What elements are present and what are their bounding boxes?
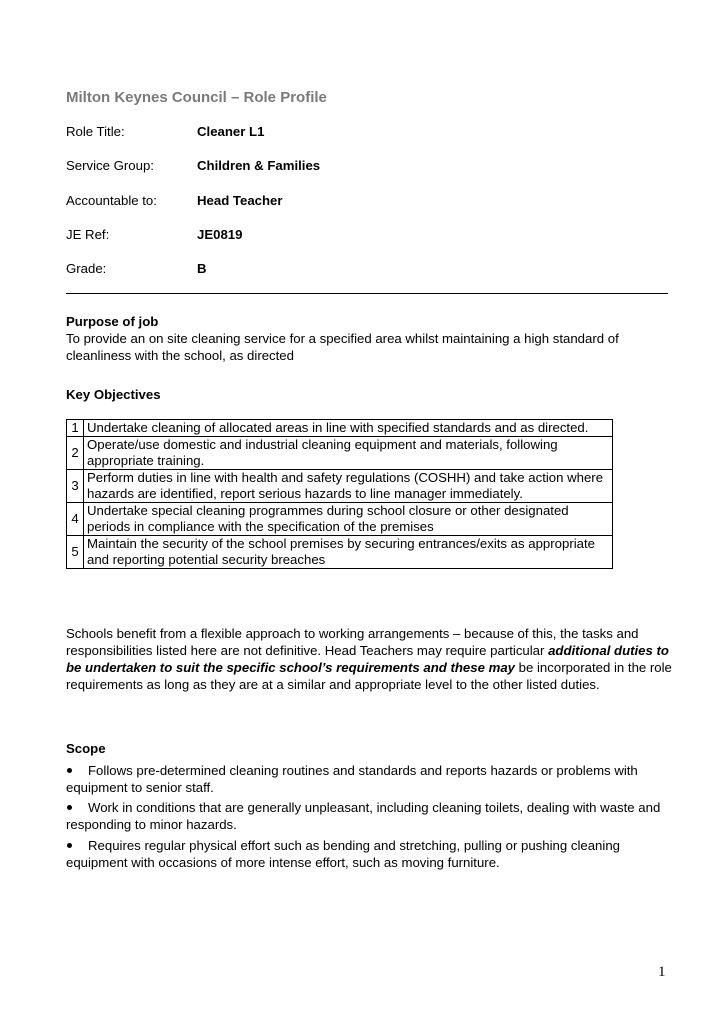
objective-number: 2 (67, 437, 84, 470)
info-label: Service Group: (66, 158, 154, 173)
objective-text: Maintain the security of the school premises by securing entrances/exits as appropriate and reporting potential security breaches (84, 536, 613, 569)
table-row (67, 470, 613, 503)
bullet-icon (67, 768, 72, 773)
info-label: Grade: (66, 261, 107, 276)
flexibility-paragraph (66, 625, 672, 693)
info-value: Cleaner L1 (197, 124, 265, 139)
info-label: Role Title: (66, 124, 125, 139)
info-row-je-ref (66, 227, 626, 247)
scope-item (66, 762, 672, 796)
info-label: JE Ref: (66, 227, 110, 242)
objective-number: 5 (67, 536, 84, 569)
info-value: B (197, 261, 207, 276)
flexibility-text-part1: Schools benefit from a flexible approach to working arrangements – because of this, the tasks and responsibilities listed here are not definitive. Head Teachers may require particular (66, 626, 639, 658)
info-value: Children & Families (197, 158, 321, 173)
objectives-heading: Key Objectives (66, 387, 161, 402)
bullet-icon (67, 805, 72, 810)
objective-number: 3 (67, 470, 84, 503)
info-value: Head Teacher (197, 193, 283, 208)
scope-item-text: Requires regular physical effort such as bending and stretching, pulling or pushing cleaning equipment with occasions of more intense effort, such as moving furniture. (66, 838, 620, 870)
document-title: Milton Keynes Council – Role Profile (66, 89, 327, 106)
objective-text: Perform duties in line with health and safety regulations (COSHH) and take action where hazards are identified, report serious hazards to line manager immediately. (84, 470, 613, 503)
objective-text: Undertake special cleaning programmes during school closure or other designated periods in compliance with the specification of the premises (84, 503, 613, 536)
purpose-text: To provide an on site cleaning service for a specified area whilst maintaining a high standard of cleanliness with the school, as directed (66, 331, 619, 363)
objective-number: 1 (67, 420, 84, 437)
objectives-table (66, 419, 613, 569)
scope-heading: Scope (66, 741, 106, 756)
scope-item-text: Follows pre-determined cleaning routines and standards and reports hazards or problems with equipment to senior staff. (66, 763, 638, 795)
scope-item (66, 837, 672, 871)
page-number: 1 (658, 964, 666, 980)
table-row (67, 420, 613, 437)
table-row (67, 536, 613, 569)
info-label: Accountable to: (66, 193, 157, 208)
info-value: JE0819 (197, 227, 243, 242)
table-row (67, 437, 613, 470)
info-row-accountable-to (66, 193, 626, 213)
purpose-heading: Purpose of job (66, 314, 159, 329)
info-row-service-group (66, 158, 626, 178)
scope-item (66, 799, 672, 833)
flexibility-text-emphasis: additional duties to be undertaken to suit the specific school’s requirements and these may (66, 643, 669, 675)
flexibility-text-part3: be incorporated in the role requirements as long as they are at a similar and appropriate level to the other listed duties. (66, 660, 672, 692)
bullet-icon (67, 843, 72, 848)
objective-text: Operate/use domestic and industrial cleaning equipment and materials, following appropriate training. (84, 437, 613, 470)
objective-text: Undertake cleaning of allocated areas in line with specified standards and as directed. (84, 420, 613, 437)
info-row-grade (66, 261, 626, 281)
table-row (67, 503, 613, 536)
info-row-role-title (66, 124, 626, 144)
scope-item-text: Work in conditions that are generally unpleasant, including cleaning toilets, dealing with waste and responding to minor hazards. (66, 800, 661, 832)
section-divider (66, 293, 668, 294)
objective-number: 4 (67, 503, 84, 536)
